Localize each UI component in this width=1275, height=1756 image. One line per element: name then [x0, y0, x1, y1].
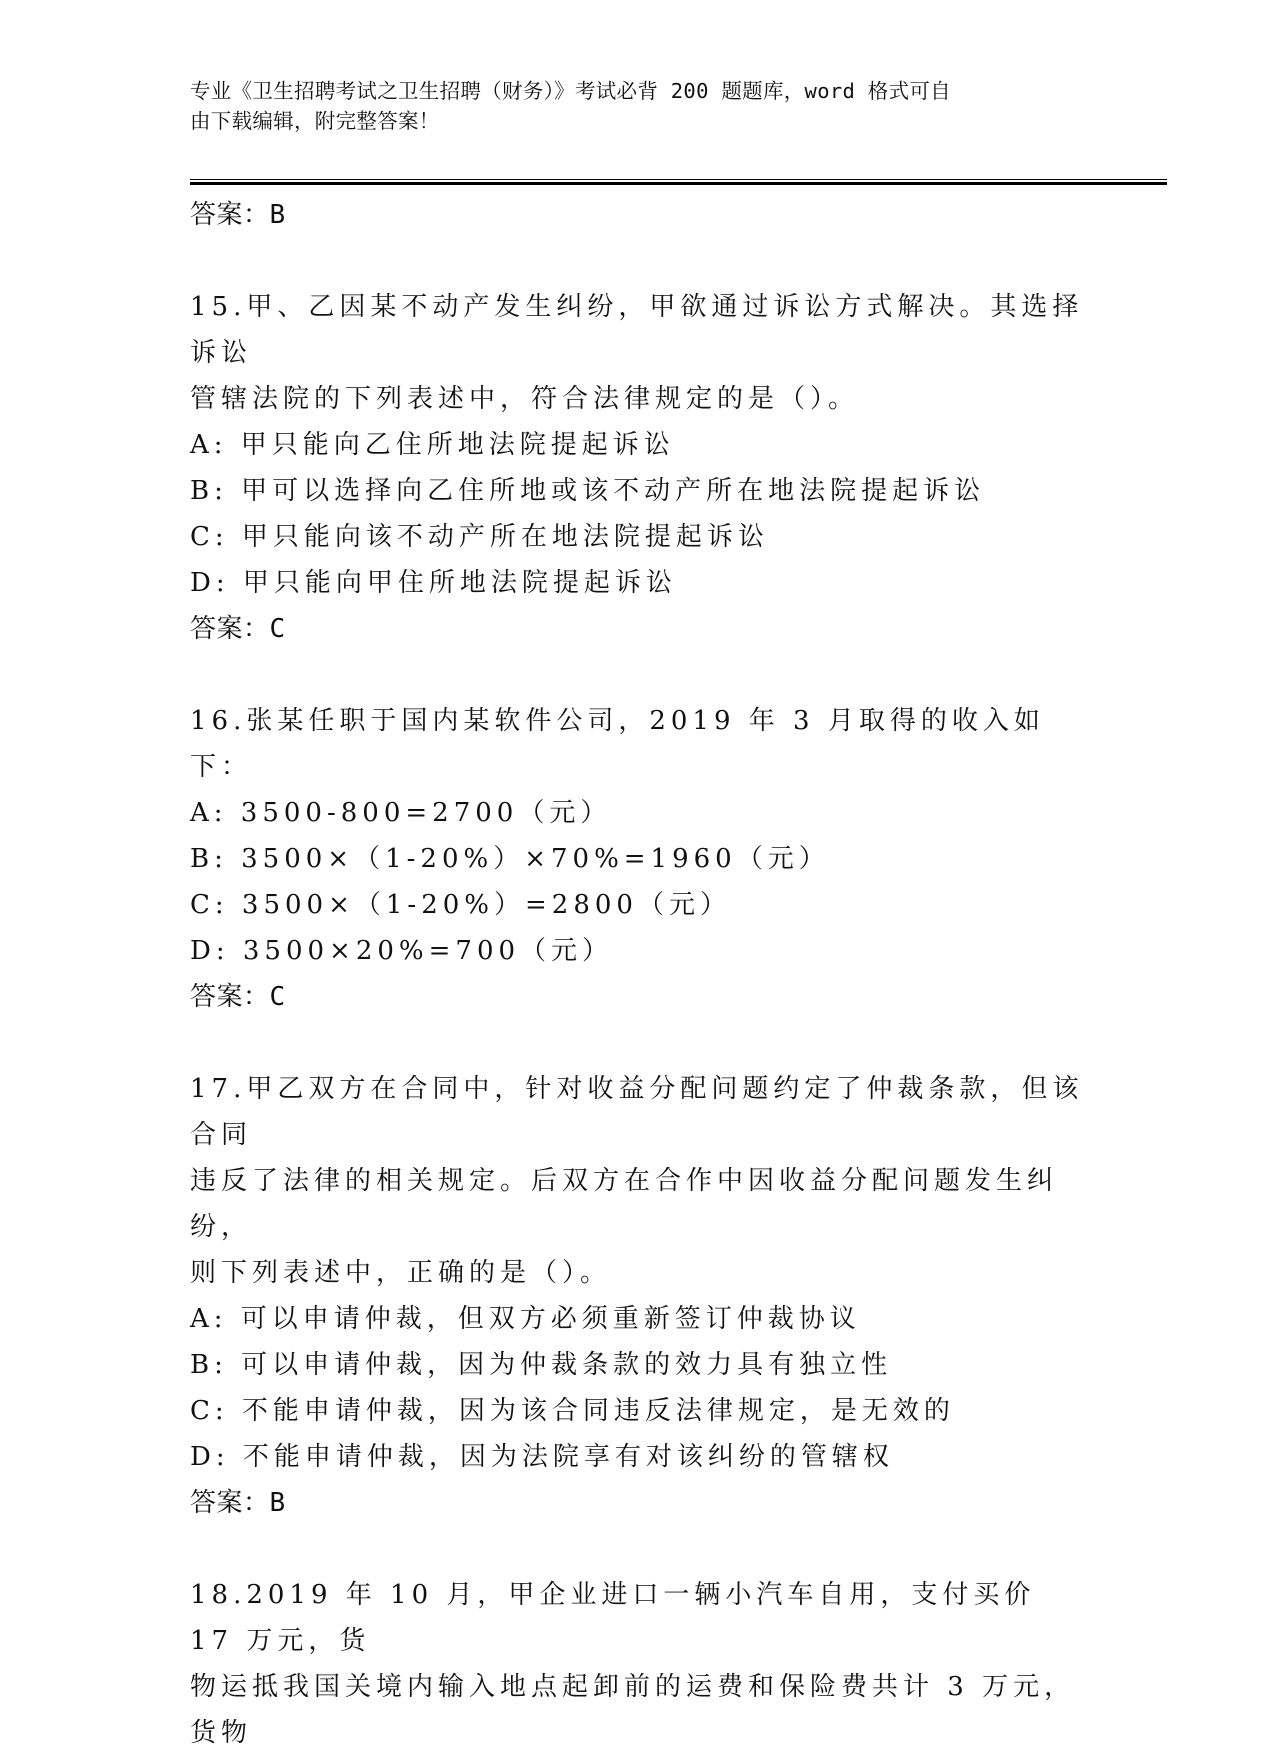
option-d: D: 3500×20%=700（元）	[190, 936, 614, 966]
question-text-line: 违反了法律的相关规定。后双方在合作中因收益分配问题发生纠纷，	[190, 1166, 1059, 1242]
question-16	[190, 698, 1090, 1020]
question-15	[190, 284, 1090, 652]
document-header	[190, 76, 1090, 136]
option-b: B: 甲可以选择向乙住所地或该不动产所在地法院提起诉讼	[190, 476, 986, 506]
option-d: D: 不能申请仲裁，因为法院享有对该纠纷的管辖权	[190, 1442, 894, 1472]
question-text-line: 物运抵我国关境内输入地点起卸前的运费和保险费共计 3 万元，货物	[190, 1672, 1076, 1748]
option-c: C: 3500×（1-20%）=2800（元）	[190, 890, 731, 920]
answer: 答案：C	[190, 982, 286, 1012]
header-line-1: 专业《卫生招聘考试之卫生招聘（财务）》考试必背 200 题题库，word 格式可自	[190, 79, 951, 103]
answer: 答案：B	[190, 1488, 286, 1518]
option-d: D: 甲只能向甲住所地法院提起诉讼	[190, 568, 677, 598]
header-rule-thin	[190, 179, 1167, 180]
question-text-line: 18.2019 年 10 月，甲企业进口一辆小汽车自用，支付买价 17 万元，货	[190, 1580, 1036, 1656]
question-text-line: 17.甲乙双方在合同中，针对收益分配问题约定了仲裁条款，但该合同	[190, 1074, 1084, 1150]
question-text-line: 15.甲、乙因某不动产发生纠纷，甲欲通过诉讼方式解决。其选择诉讼	[190, 292, 1084, 368]
question-text-line: 则下列表述中，正确的是（）。	[190, 1258, 612, 1288]
answer-previous: 答案：B	[190, 200, 286, 230]
answer: 答案：C	[190, 614, 286, 644]
question-18	[190, 1572, 1090, 1756]
option-a: A: 可以申请仲裁，但双方必须重新签订仲裁协议	[190, 1304, 861, 1334]
option-b: B: 3500×（1-20%）×70%=1960（元）	[190, 844, 830, 874]
option-c: C: 不能申请仲裁，因为该合同违反法律规定，是无效的	[190, 1396, 955, 1426]
option-c: C: 甲只能向该不动产所在地法院提起诉讼	[190, 522, 769, 552]
header-line-2: 由下载编辑，附完整答案！	[190, 109, 440, 133]
option-a: A: 3500-800=2700（元）	[190, 798, 612, 828]
question-text-line: 管辖法院的下列表述中，符合法律规定的是（）。	[190, 384, 860, 414]
question-17	[190, 1066, 1090, 1526]
header-rule-thick	[190, 182, 1167, 185]
document-body	[190, 192, 1090, 1756]
question-text-line: 16.张某任职于国内某软件公司，2019 年 3 月取得的收入如下：	[190, 706, 1045, 782]
option-b: B: 可以申请仲裁，因为仲裁条款的效力具有独立性	[190, 1350, 893, 1380]
option-a: A: 甲只能向乙住所地法院提起诉讼	[190, 430, 675, 460]
